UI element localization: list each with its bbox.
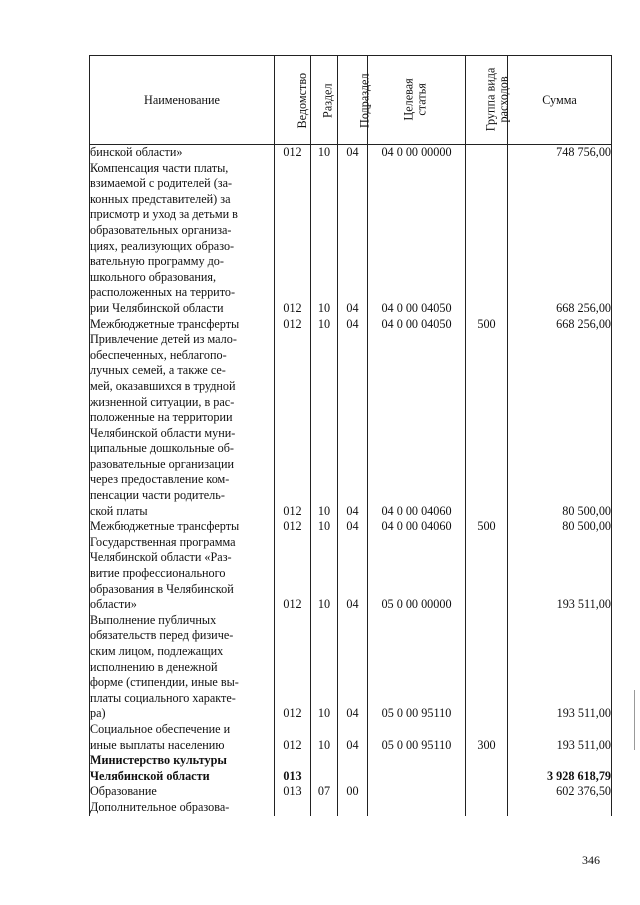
table-row xyxy=(90,519,612,535)
row-vedomstvo: 012 xyxy=(275,722,311,753)
row-name-line: ским лицом, подлежащих xyxy=(90,644,224,658)
row-name-line: исполнению в денежной xyxy=(90,659,218,674)
row-vedomstvo: 013 xyxy=(275,753,311,784)
row-summa xyxy=(508,800,612,816)
row-name xyxy=(90,317,275,333)
row-name-line: образовательных организа- xyxy=(90,222,232,237)
row-podrazdel: 04 xyxy=(338,161,368,317)
row-razdel: 10 xyxy=(311,613,338,722)
row-name-line: Государственная программа xyxy=(90,534,236,549)
row-tselevaya-statya: 05 0 00 95110 xyxy=(368,722,466,753)
row-name xyxy=(90,332,275,519)
row-name-line: конных представителей) за xyxy=(90,191,231,206)
row-name-line: ра) xyxy=(90,706,106,721)
row-name-line: Челябинской области муни- xyxy=(90,425,236,440)
row-podrazdel: 04 xyxy=(338,332,368,519)
row-razdel: 10 xyxy=(311,161,338,317)
row-name-line: положенные на территории xyxy=(90,410,233,425)
row-summa: 80 500,00 xyxy=(508,519,612,535)
row-name-line: пенсации части родитель- xyxy=(90,488,225,503)
row-name-line: взимаемой с родителей (за- xyxy=(90,176,233,191)
row-name-line: платы социального характе- xyxy=(90,690,236,705)
row-gruppa xyxy=(466,784,508,800)
row-name-line: Челябинской области «Раз- xyxy=(90,550,232,565)
row-name-line: рии Челябинской области xyxy=(90,300,224,315)
row-summa: 668 256,00 xyxy=(508,317,612,333)
row-gruppa: 500 xyxy=(466,519,508,535)
budget-table xyxy=(89,55,612,816)
row-name-line: Дополнительное образова- xyxy=(90,799,230,814)
row-name-line: области» xyxy=(90,597,137,612)
row-name xyxy=(90,722,275,753)
row-gruppa xyxy=(466,332,508,519)
row-razdel: 10 xyxy=(311,332,338,519)
row-podrazdel xyxy=(338,753,368,784)
row-tselevaya-statya: 04 0 00 04060 xyxy=(368,332,466,519)
row-razdel: 10 xyxy=(311,519,338,535)
row-summa: 193 511,00 xyxy=(508,722,612,753)
row-name-line: Образование xyxy=(90,784,157,799)
header-name: Наименование xyxy=(90,56,275,145)
row-summa: 602 376,50 xyxy=(508,784,612,800)
row-vedomstvo: 012 xyxy=(275,145,311,161)
row-name-line: иные выплаты населению xyxy=(90,737,225,752)
table-row xyxy=(90,145,612,161)
row-summa: 193 511,00 xyxy=(508,613,612,722)
row-name-line: Межбюджетные трансферты xyxy=(90,519,240,534)
table-row xyxy=(90,332,612,519)
row-name-line: школьного образования, xyxy=(90,269,217,284)
table-row xyxy=(90,317,612,333)
row-tselevaya-statya: 05 0 00 00000 xyxy=(368,535,466,613)
table-row xyxy=(90,161,612,317)
row-name-line: Министерство культуры xyxy=(90,753,227,768)
row-name-line: Выполнение публичных xyxy=(90,612,217,627)
row-podrazdel: 00 xyxy=(338,784,368,800)
row-name-line: Межбюджетные трансферты xyxy=(90,316,240,331)
table-row xyxy=(90,800,612,816)
header-tselevaya-statya: Целевая статья xyxy=(368,56,466,145)
row-name xyxy=(90,613,275,722)
row-tselevaya-statya xyxy=(368,800,466,816)
row-name-line: через предоставление ком- xyxy=(90,472,230,487)
table-row xyxy=(90,535,612,613)
row-vedomstvo: 012 xyxy=(275,317,311,333)
row-podrazdel: 04 xyxy=(338,317,368,333)
row-name-line: вательную программу до- xyxy=(90,254,224,269)
row-tselevaya-statya xyxy=(368,784,466,800)
row-name-line: форме (стипендии, иные вы- xyxy=(90,675,239,690)
row-summa: 80 500,00 xyxy=(508,332,612,519)
row-name-line: Привлечение детей из мало- xyxy=(90,332,237,347)
row-name xyxy=(90,784,275,800)
row-name-line: Челябинской области xyxy=(90,768,210,783)
header-gruppa-vida-rashodov: Группа вида расходов xyxy=(466,56,508,145)
row-razdel: 10 xyxy=(311,535,338,613)
row-name xyxy=(90,161,275,317)
table-row xyxy=(90,753,612,784)
row-gruppa: 500 xyxy=(466,317,508,333)
header-podrazdel: Подраздел xyxy=(338,56,368,145)
table-row xyxy=(90,722,612,753)
header-vedomstvo: Ведомство xyxy=(275,56,311,145)
row-name xyxy=(90,800,275,816)
row-podrazdel: 04 xyxy=(338,145,368,161)
row-gruppa xyxy=(466,613,508,722)
row-name xyxy=(90,753,275,784)
row-name-line: расположенных на террито- xyxy=(90,285,236,300)
row-vedomstvo: 012 xyxy=(275,519,311,535)
row-tselevaya-statya: 04 0 00 04050 xyxy=(368,317,466,333)
row-vedomstvo: 012 xyxy=(275,535,311,613)
row-name-line: разовательные организации xyxy=(90,456,234,471)
row-summa: 3 928 618,79 xyxy=(508,753,612,784)
row-podrazdel: 04 xyxy=(338,613,368,722)
row-podrazdel xyxy=(338,800,368,816)
table-body xyxy=(90,145,612,816)
row-razdel: 10 xyxy=(311,722,338,753)
row-name-line: лучных семей, а также се- xyxy=(90,363,226,378)
row-gruppa xyxy=(466,753,508,784)
page-number: 346 xyxy=(582,853,600,867)
row-name-line: циях, реализующих образо- xyxy=(90,238,235,253)
row-vedomstvo: 012 xyxy=(275,332,311,519)
row-tselevaya-statya xyxy=(368,753,466,784)
table-header-row xyxy=(90,56,612,145)
row-summa: 193 511,00 xyxy=(508,535,612,613)
row-gruppa xyxy=(466,161,508,317)
row-summa: 748 756,00 xyxy=(508,145,612,161)
table-row xyxy=(90,613,612,722)
row-tselevaya-statya: 04 0 00 04060 xyxy=(368,519,466,535)
row-name xyxy=(90,145,275,161)
row-razdel: 10 xyxy=(311,317,338,333)
row-podrazdel: 04 xyxy=(338,519,368,535)
row-razdel: 10 xyxy=(311,145,338,161)
row-name-line: образования в Челябинской xyxy=(90,581,234,596)
row-gruppa xyxy=(466,800,508,816)
row-name-line: витие профессионального xyxy=(90,566,226,581)
row-vedomstvo: 012 xyxy=(275,161,311,317)
row-razdel xyxy=(311,753,338,784)
row-vedomstvo xyxy=(275,800,311,816)
row-tselevaya-statya: 04 0 00 00000 xyxy=(368,145,466,161)
row-razdel: 07 xyxy=(311,784,338,800)
row-vedomstvo: 013 xyxy=(275,784,311,800)
row-summa: 668 256,00 xyxy=(508,161,612,317)
row-gruppa: 300 xyxy=(466,722,508,753)
scan-edge-mark xyxy=(634,690,635,750)
row-podrazdel: 04 xyxy=(338,535,368,613)
row-name-line: присмотр и уход за детьми в xyxy=(90,207,238,222)
row-razdel xyxy=(311,800,338,816)
row-podrazdel: 04 xyxy=(338,722,368,753)
row-name-line: мей, оказавшихся в трудной xyxy=(90,378,236,393)
row-gruppa xyxy=(466,145,508,161)
row-name-line: обеспеченных, неблагопо- xyxy=(90,347,227,362)
row-gruppa xyxy=(466,535,508,613)
row-name-line: ской платы xyxy=(90,503,148,518)
header-summa: Сумма xyxy=(508,56,612,145)
row-name xyxy=(90,519,275,535)
row-name-line: Компенсация части платы, xyxy=(90,160,229,175)
header-razdel: Раздел xyxy=(311,56,338,145)
row-name-line: обязательств перед физиче- xyxy=(90,628,234,643)
row-vedomstvo: 012 xyxy=(275,613,311,722)
row-name-line: жизненной ситуации, в рас- xyxy=(90,394,235,409)
row-name-line: бинской области» xyxy=(90,145,183,159)
table-row xyxy=(90,784,612,800)
row-name xyxy=(90,535,275,613)
row-name-line: Социальное обеспечение и xyxy=(90,721,231,736)
row-name-line: ципальные дошкольные об- xyxy=(90,441,234,456)
row-tselevaya-statya: 05 0 00 95110 xyxy=(368,613,466,722)
row-tselevaya-statya: 04 0 00 04050 xyxy=(368,161,466,317)
